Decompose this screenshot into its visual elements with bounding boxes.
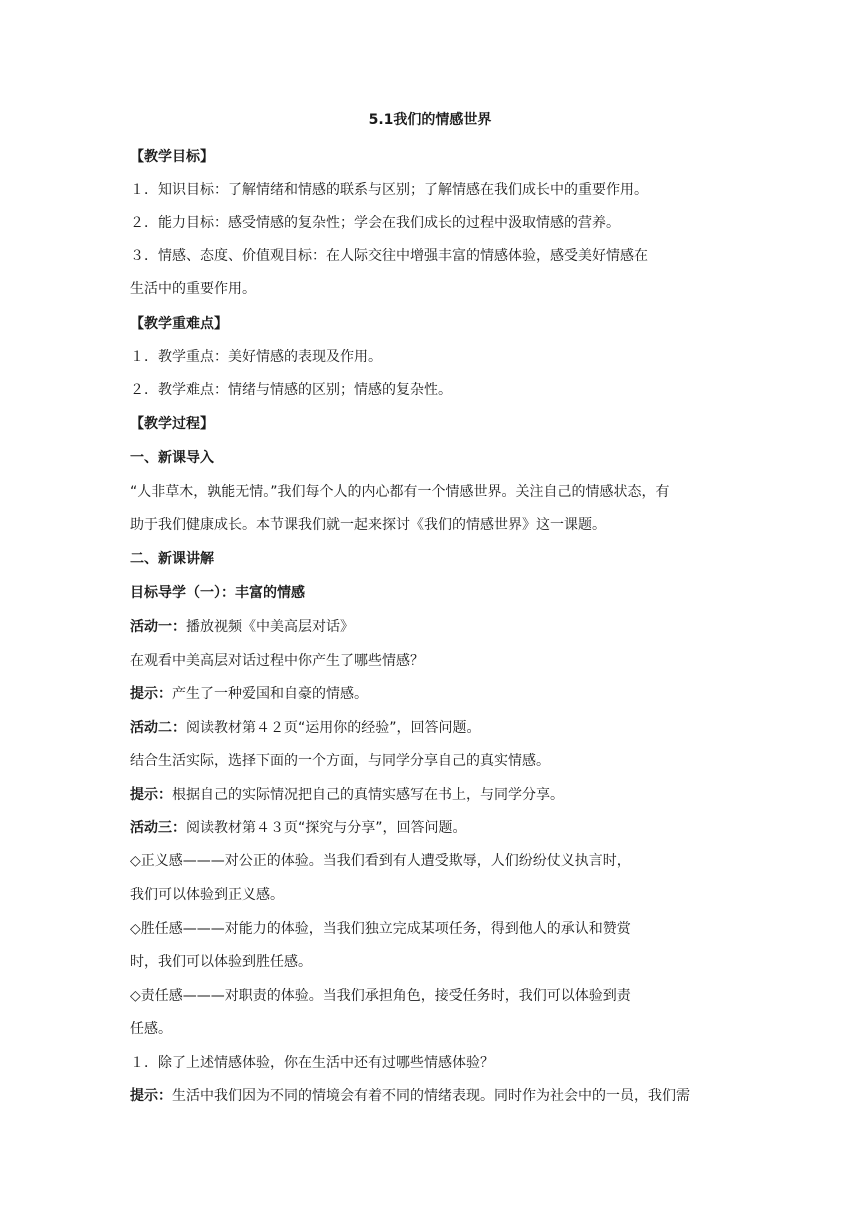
text-run: １．知识目标：了解情绪和情感的联系与区别；了解情感在我们成长中的重要作用。 <box>130 182 648 198</box>
text-line <box>130 885 284 905</box>
text-line <box>130 482 670 502</box>
text-run: “人非草木，孰能无情。”我们每个人的内心都有一个情感世界。关注自己的情感状态，有 <box>130 484 670 500</box>
bold-run: 目标导学（一）：丰富的情感 <box>130 585 305 601</box>
bold-run: 活动一： <box>130 619 186 635</box>
text-run: ◇胜任感———对能力的体验，当我们独立完成某项任务，得到他人的承认和赞赏 <box>130 921 631 937</box>
bold-run: 二、新课讲解 <box>130 551 214 567</box>
text-line <box>130 314 228 334</box>
bold-run: 活动三： <box>130 820 186 836</box>
text-run: ２．能力目标：感受情感的复杂性；学会在我们成长的过程中汲取情感的营养。 <box>130 215 620 231</box>
text-line <box>130 1053 494 1073</box>
text-run: 时，我们可以体验到胜任感。 <box>130 954 312 970</box>
document-title: 5.1我们的情感世界 <box>368 112 492 128</box>
text-run: 结合生活实际，选择下面的一个方面，与同学分享自己的真实情感。 <box>130 753 550 769</box>
text-line <box>130 213 620 233</box>
text-line <box>130 583 305 603</box>
bold-run: 【教学目标】 <box>130 149 214 165</box>
text-run: 产生了一种爱国和自豪的情感。 <box>172 686 368 702</box>
text-run: 阅读教材第４２页“运用你的经验”，回答问题。 <box>186 720 481 736</box>
bold-run: 活动二： <box>130 720 186 736</box>
bold-run: 提示： <box>130 787 172 803</box>
text-line <box>130 347 382 367</box>
text-line <box>130 1086 690 1106</box>
text-line <box>130 986 631 1006</box>
text-line <box>130 818 467 838</box>
text-run: ◇正义感———对公正的体验。当我们看到有人遭受欺辱，人们纷纷仗义执言时， <box>130 853 631 869</box>
text-run: 播放视频《中美高层对话》 <box>186 619 354 635</box>
text-line <box>130 448 214 468</box>
text-line <box>130 414 214 434</box>
text-run: 任感。 <box>130 1021 172 1037</box>
text-line <box>130 246 648 266</box>
text-run: 生活中我们因为不同的情境会有着不同的情绪表现。同时作为社会中的一员，我们需 <box>172 1088 690 1104</box>
text-line <box>130 718 481 738</box>
text-run: １．除了上述情感体验，你在生活中还有过哪些情感体验？ <box>130 1055 494 1071</box>
text-line <box>130 380 452 400</box>
text-run: ◇责任感———对职责的体验。当我们承担角色，接受任务时，我们可以体验到责 <box>130 988 631 1004</box>
text-line <box>130 684 368 704</box>
text-run: 在观看中美高层对话过程中你产生了哪些情感？ <box>130 653 424 669</box>
text-run: ３．情感、态度、价值观目标：在人际交往中增强丰富的情感体验，感受美好情感在 <box>130 248 648 264</box>
text-line <box>130 147 214 167</box>
text-line <box>130 617 354 637</box>
text-run: 根据自己的实际情况把自己的真情实感写在书上，与同学分享。 <box>172 787 564 803</box>
text-run: 我们可以体验到正义感。 <box>130 887 284 903</box>
text-line <box>130 279 256 299</box>
text-run: 生活中的重要作用。 <box>130 281 256 297</box>
text-line <box>130 785 564 805</box>
text-line <box>130 952 312 972</box>
text-line <box>130 751 550 771</box>
text-line <box>130 919 631 939</box>
text-line <box>130 651 424 671</box>
text-run: １．教学重点：美好情感的表现及作用。 <box>130 349 382 365</box>
bold-run: 【教学重难点】 <box>130 316 228 332</box>
bold-run: 提示： <box>130 1088 172 1104</box>
text-run: ２．教学难点：情绪与情感的区别；情感的复杂性。 <box>130 382 452 398</box>
text-line <box>130 1019 172 1039</box>
bold-run: 提示： <box>130 686 172 702</box>
bold-run: 【教学过程】 <box>130 416 214 432</box>
text-line <box>130 851 631 871</box>
text-run: 助于我们健康成长。本节课我们就一起来探讨《我们的情感世界》这一课题。 <box>130 517 606 533</box>
bold-run: 一、新课导入 <box>130 450 214 466</box>
text-run: 阅读教材第４３页“探究与分享”，回答问题。 <box>186 820 467 836</box>
text-line <box>130 515 606 535</box>
text-line <box>130 180 648 200</box>
text-line <box>130 549 214 569</box>
